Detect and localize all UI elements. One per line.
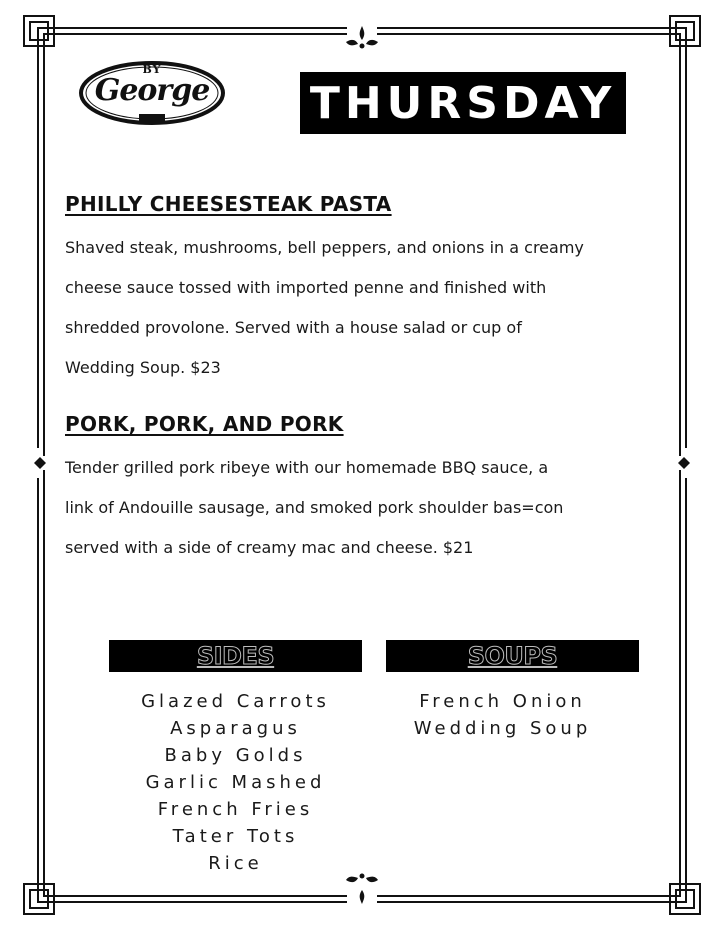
logo-name-text: George	[94, 73, 210, 108]
sides-list	[109, 688, 362, 877]
list-item: Rice	[208, 853, 263, 874]
item-title: PHILLY CHEESESTEAK PASTA	[65, 192, 392, 216]
list-item: Tater Tots	[172, 826, 299, 847]
description-line: served with a side of creamy mac and cheese. $21	[65, 538, 474, 557]
list-item: Garlic Mashed	[145, 772, 326, 793]
sides-heading-text: SIDES	[196, 642, 275, 670]
description-line: Wedding Soup. $23	[65, 358, 221, 377]
item-description	[65, 448, 665, 568]
item-description	[65, 228, 665, 388]
list-item: Glazed Carrots	[141, 691, 330, 712]
description-line: shredded provolone. Served with a house salad or cup of	[65, 318, 522, 337]
restaurant-logo	[78, 60, 226, 128]
list-item: Baby Golds	[164, 745, 307, 766]
description-line: Shaved steak, mushrooms, bell peppers, and onions in a creamy	[65, 238, 584, 257]
item-title: PORK, PORK, AND PORK	[65, 412, 344, 436]
soups-heading-text: SOUPS	[467, 642, 558, 670]
list-item: French Onion	[419, 691, 586, 712]
description-line: link of Andouille sausage, and smoked pork shoulder bas=con	[65, 498, 564, 517]
description-line: cheese sauce tossed with imported penne and finished with	[65, 278, 547, 297]
soups-list	[376, 688, 629, 742]
list-item: Asparagus	[170, 718, 301, 739]
description-line: Tender grilled pork ribeye with our homemade BBQ sauce, a	[65, 458, 549, 477]
logo-by-text: BY	[142, 63, 162, 76]
list-item: Wedding Soup	[413, 718, 592, 739]
soups-heading	[386, 640, 639, 672]
list-item: French Fries	[157, 799, 314, 820]
sides-heading	[109, 640, 362, 672]
day-banner: THURSDAY	[300, 72, 626, 134]
